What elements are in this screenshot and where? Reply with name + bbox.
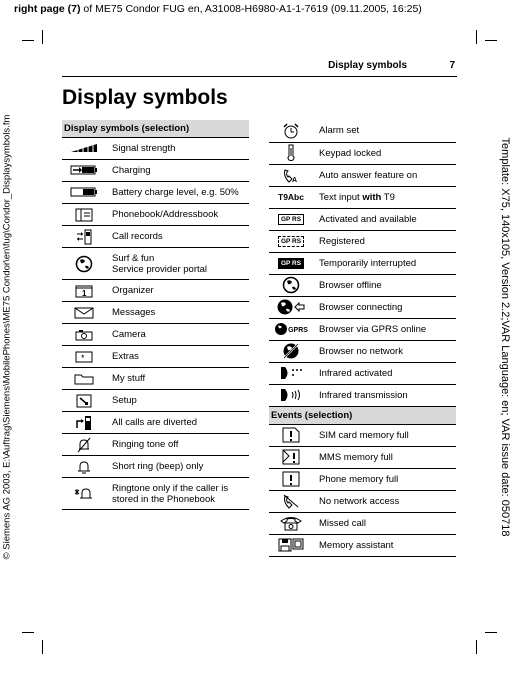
organizer-icon [75, 285, 93, 296]
row-text: Infrared transmission [319, 384, 456, 406]
row-text: Call records [112, 226, 249, 248]
table-row [62, 226, 249, 248]
row-text [319, 186, 456, 208]
crop-mark [485, 632, 497, 633]
table-row [269, 384, 456, 406]
left-margin-text: © Siemens AG 2003, E:\Auftrag\Siemens\MobilePhones\ME75 Condor\en\fug\Condor_Displaysymbols.fm [1, 114, 13, 560]
table-row [62, 248, 249, 280]
row-text: Short ring (beep) only [112, 456, 249, 478]
row-text: Auto answer feature on [319, 164, 456, 186]
table-row [62, 160, 249, 182]
infrared-transmission-icon [279, 390, 303, 401]
table-row [62, 302, 249, 324]
row-text: Charging [112, 160, 249, 182]
memory-assistant-icon [278, 540, 304, 551]
setup-icon [76, 395, 92, 406]
svg-text:*: * [81, 352, 85, 363]
phonebook-icon [75, 209, 93, 220]
camera-icon [75, 329, 93, 340]
row-text: My stuff [112, 368, 249, 390]
table-row [62, 324, 249, 346]
browser-connecting-icon [276, 302, 306, 313]
crop-mark [476, 30, 477, 44]
events-heading: Events (selection) [269, 406, 456, 424]
browser-gprs-label: GPRS [288, 326, 308, 334]
gprs-registered-icon: GP RS [278, 236, 304, 247]
table-row [62, 478, 249, 510]
surf-fun-icon [75, 258, 93, 269]
missed-call-icon [280, 518, 302, 529]
row-text: Signal strength [112, 138, 249, 160]
crop-mark [485, 40, 497, 41]
table-row [269, 274, 456, 296]
browser-gprs-icon [274, 324, 308, 335]
table-row [62, 138, 249, 160]
table-row [62, 182, 249, 204]
signal-strength-icon [70, 143, 98, 154]
row-text: Browser offline [319, 274, 456, 296]
no-network-icon [282, 496, 300, 507]
row-text: MMS memory full [319, 446, 456, 468]
table-row [269, 446, 456, 468]
row-text: Extras [112, 346, 249, 368]
crop-mark [22, 632, 34, 633]
row-text: Messages [112, 302, 249, 324]
t9-icon: T9Abc [278, 191, 304, 202]
row-text: Keypad locked [319, 142, 456, 164]
row-text-bold: with [362, 191, 382, 203]
my-stuff-icon [74, 373, 94, 384]
row-text: Infrared activated [319, 362, 456, 384]
table-row [269, 120, 456, 142]
table-row [62, 368, 249, 390]
right-margin-note [495, 0, 515, 674]
running-header-section: Display symbols [328, 60, 407, 71]
table-row [269, 340, 456, 362]
table-row [62, 280, 249, 302]
row-text: Alarm set [319, 120, 456, 142]
print-header-rest: of ME75 Condor FUG en, A31008-H6980-A1-1-7619 (09.11.2005, 16:25) [80, 3, 422, 15]
table-row [269, 318, 456, 340]
charging-icon [70, 165, 98, 176]
row-text: Missed call [319, 512, 456, 534]
row-text: Activated and available [319, 208, 456, 230]
table-row [62, 346, 249, 368]
infrared-activated-icon [279, 368, 303, 379]
row-text: Camera [112, 324, 249, 346]
gprs-interrupted-icon: GP RS [278, 258, 304, 269]
crop-mark [476, 640, 477, 654]
short-ring-icon [75, 461, 93, 472]
row-text: Browser connecting [319, 296, 456, 318]
row-text: Temporarily interrupted [319, 252, 456, 274]
mms-memory-full-icon [282, 452, 300, 463]
extras-icon [75, 351, 93, 362]
row-text: All calls are diverted [112, 412, 249, 434]
messages-icon [74, 307, 94, 318]
row-text: Registered [319, 230, 456, 252]
page-title: Display symbols [62, 86, 228, 109]
call-divert-icon [75, 417, 93, 428]
table-row [269, 424, 456, 446]
battery-icon [70, 187, 98, 198]
table-row [62, 390, 249, 412]
table-row [269, 142, 456, 164]
auto-answer-icon [282, 170, 300, 181]
row-text: No network access [319, 490, 456, 512]
row-text: Browser no network [319, 340, 456, 362]
crop-mark [42, 30, 43, 44]
table-row [62, 456, 249, 478]
table-row [269, 164, 456, 186]
table-heading: Display symbols (selection) [62, 120, 249, 138]
row-text: Surf & fun Service provider portal [112, 248, 249, 280]
table-row [269, 534, 456, 556]
ringtone-off-icon [76, 439, 92, 450]
row-text: Battery charge level, e.g. 50% [112, 182, 249, 204]
crop-mark [22, 40, 34, 41]
browser-no-network-icon [282, 346, 300, 357]
row-text: Memory assistant [319, 534, 456, 556]
keypad-lock-icon [285, 148, 297, 159]
call-records-icon [75, 231, 93, 242]
page-number: 7 [449, 60, 455, 71]
table-row [269, 186, 456, 208]
sim-memory-full-icon [282, 430, 300, 441]
row-text: Organizer [112, 280, 249, 302]
svg-text:1: 1 [82, 288, 87, 298]
table-row [62, 204, 249, 226]
crop-mark [42, 640, 43, 654]
running-header [62, 60, 457, 77]
table-row [269, 362, 456, 384]
phone-memory-full-icon [282, 474, 300, 485]
table-row [269, 296, 456, 318]
table-row [269, 468, 456, 490]
table-row [269, 252, 456, 274]
alarm-icon [282, 125, 300, 136]
row-text: SIM card memory full [319, 424, 456, 446]
right-margin-text: Template: X75, 140x105, Version 2.2;VAR Language: en; VAR issue date: 050718 [499, 137, 511, 537]
table-row [269, 208, 456, 230]
table-row [269, 512, 456, 534]
table-row [62, 434, 249, 456]
left-margin-note [0, 0, 14, 674]
row-text: Phonebook/Addressbook [112, 204, 249, 226]
row-text-pre: Text input [319, 191, 363, 203]
row-text: Ringtone only if the caller is stored in the Phonebook [112, 478, 249, 510]
row-text: Ringing tone off [112, 434, 249, 456]
row-text: Phone memory full [319, 468, 456, 490]
print-header-bold: right page (7) [14, 3, 81, 15]
table-row [269, 490, 456, 512]
display-symbols-table [62, 120, 249, 510]
display-symbols-table-continued [269, 120, 456, 557]
print-header [14, 3, 422, 15]
gprs-available-icon: GP RS [278, 214, 304, 225]
table-row [269, 230, 456, 252]
svg-text:A: A [292, 177, 298, 183]
row-text: Setup [112, 390, 249, 412]
row-text-post: T9 [381, 191, 395, 203]
ringtone-phonebook-icon [74, 488, 94, 499]
row-text: Browser via GPRS online [319, 318, 456, 340]
table-row [62, 412, 249, 434]
browser-offline-icon [282, 280, 300, 291]
